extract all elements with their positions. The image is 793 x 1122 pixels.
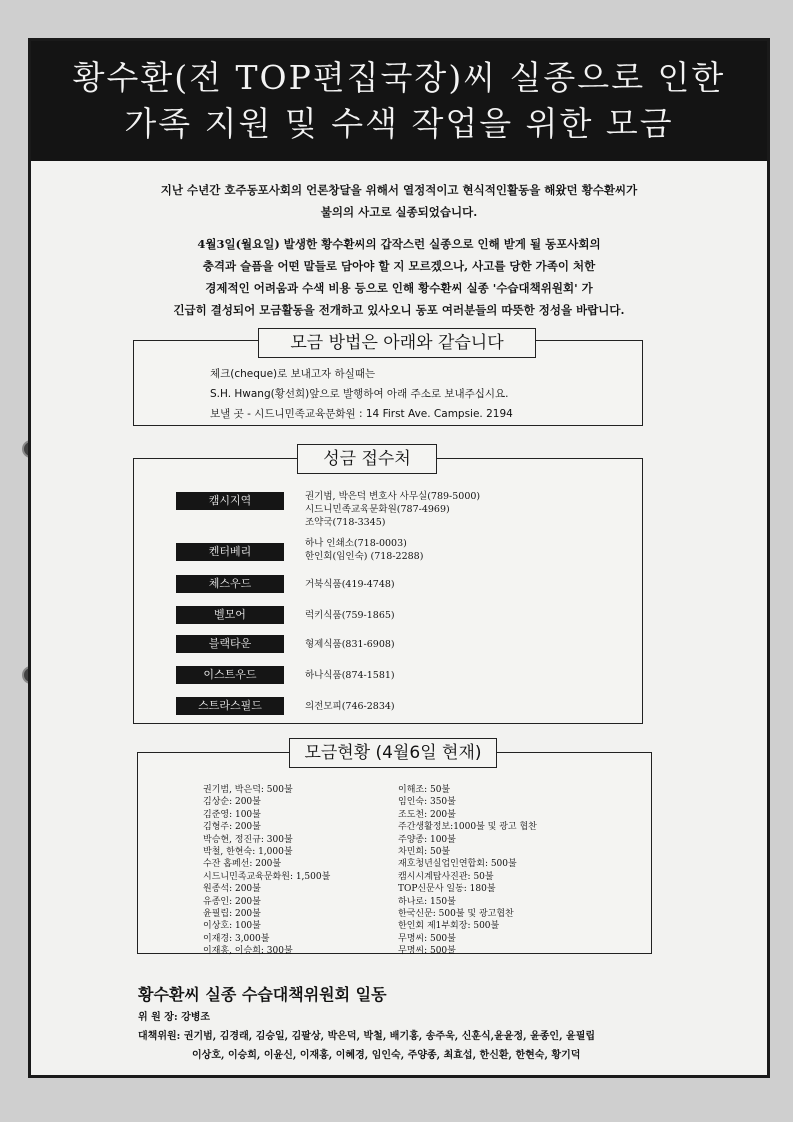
region-contacts-eastwood: 하나식품(874-1581): [305, 670, 395, 681]
donor-entry: 김준영: 100불: [203, 809, 261, 820]
donor-entry: 임인숙: 350불: [398, 797, 456, 808]
donor-entry: 이재홍, 이승희: 300불: [203, 946, 293, 957]
donor-entry: 유종인: 200불: [203, 896, 261, 907]
intro-paragraph-2: 4월3일(월요일) 발생한 황수환씨의 갑작스런 실종으로 인해 받게 될 동포사회의 충격과 슬픔을 어떤 말들로 담아야 할 지 모르겠으나, 사고를 당한 가족이 처한 경제적인 어려움과 수색 비용 등으로 인해 황수환씨 실종 '수습대책위원회' 가 긴급히 결성되어 모금활동을 전개하고 있사오니 동포 여러분들의 따뜻한 정성을 바랍니다.: [173, 237, 625, 317]
donor-entry: 원종석: 200불: [203, 884, 261, 895]
region-label-blacktown: 블랙타운: [176, 635, 284, 653]
donor-entry: 무명씨: 500불: [398, 933, 456, 944]
donor-entry: 하나로: 150불: [398, 896, 456, 907]
headline-banner: [31, 41, 767, 161]
committee-members-line-2: 이상호, 이승희, 이윤신, 이재홍, 이혜경, 임인숙, 주양종, 최효섭, 한신환, 한현숙, 황기덕: [192, 1050, 581, 1061]
region-contacts-canterbury: 하나 인쇄소(718-0003) 한인회(임인숙) (718-2288): [305, 538, 424, 562]
donor-entry: 한인회 제1부회장: 500불: [398, 921, 500, 932]
donor-entry: 재호청년실업인연합회: 500불: [398, 859, 517, 870]
status-title: 모금현황 (4월6일 현재): [289, 738, 497, 768]
committee-chair: 위 원 장: 강병조: [138, 1012, 211, 1023]
region-label-belmore: 벨모어: [176, 606, 284, 624]
donor-entry: 윤필립: 200불: [203, 909, 261, 920]
region-contacts-belmore: 럭키식품(759-1865): [305, 610, 395, 621]
offices-title: 성금 접수처: [297, 444, 437, 474]
donor-entry: TOP신문사 일동: 180불: [398, 884, 496, 895]
region-contacts-blacktown: 형제식품(831-6908): [305, 639, 395, 650]
method-title: 모금 방법은 아래와 같습니다: [258, 328, 536, 358]
region-label-chatswood: 체스우드: [176, 575, 284, 593]
donor-entry: 캠시시계탑사진관: 50불: [398, 871, 494, 882]
donor-entry: 수잔 홉페선: 200불: [203, 859, 282, 870]
donor-entry: 박승현, 정진규: 300불: [203, 834, 293, 845]
donor-entry: 김형주: 200불: [203, 822, 261, 833]
intro-paragraph-1: 지난 수년간 호주동포사회의 언론창달을 위해서 열정적이고 현식적인활동을 해왔던 황수환씨가 불의의 사고로 실종되었습니다.: [160, 183, 638, 219]
committee-title: 황수환씨 실종 수습대책위원회 일동: [138, 985, 387, 1004]
donor-list-right: [398, 784, 537, 958]
region-contacts-chatswood: 거북식품(419-4748): [305, 579, 395, 590]
headline-line-2: 가족 지원 및 수색 작업을 위한 모금: [124, 104, 674, 143]
region-label-strathfield: 스트라스필드: [176, 697, 284, 715]
committee-members-line-1: 대책위원: 권기범, 김경래, 김승일, 김팔상, 박은덕, 박철, 배기홍, 송주욱, 신훈식,윤윤정, 윤종인, 윤필립: [138, 1031, 596, 1042]
region-label-campsie: 캠시지역: [176, 492, 284, 510]
method-instructions: 체크(cheque)로 보내고자 하실때는 S.H. Hwang(황선희)앞으로 발행하여 아래 주소로 보내주십시요. 보낼 곳 - 시드니민족교육문화원 : 14 First Ave. Campsie. 2194: [210, 368, 513, 420]
donor-entry: 김상순: 200불: [203, 797, 261, 808]
donor-entry: 이상호: 100불: [203, 921, 261, 932]
donor-entry: 주양종: 100불: [398, 834, 456, 845]
region-contacts-campsie: 권기범, 박은덕 변호사 사무실(789-5000) 시드니민족교육문화원(787-4969) 조약국(718-3345): [305, 491, 481, 528]
donor-entry: 조도천: 200불: [398, 809, 456, 820]
donor-entry: 주간생활정보:1000불 및 광고 협찬: [398, 822, 537, 833]
donor-entry: 한국신문: 500불 및 광고협찬: [398, 909, 514, 920]
donor-list-left: [203, 784, 330, 958]
donor-entry: 무명씨: 500불: [398, 946, 456, 957]
region-label-eastwood: 이스트우드: [176, 666, 284, 684]
donor-entry: 시드니민족교육문화원: 1,500불: [203, 871, 331, 882]
region-label-canterbury: 켄터베리: [176, 543, 284, 561]
donor-entry: 차민희: 50불: [398, 847, 451, 858]
region-contacts-strathfield: 의전모피(746-2834): [305, 701, 395, 712]
donor-entry: 권기범, 박은덕: 500불: [203, 785, 293, 795]
headline-line-1: 황수환(전 TOP편집국장)씨 실종으로 인한: [72, 58, 726, 97]
donor-entry: 이해조: 50불: [398, 785, 451, 795]
donor-entry: 박철, 한현숙: 1,000불: [203, 847, 293, 858]
donor-entry: 이재경: 3,000불: [203, 933, 270, 944]
